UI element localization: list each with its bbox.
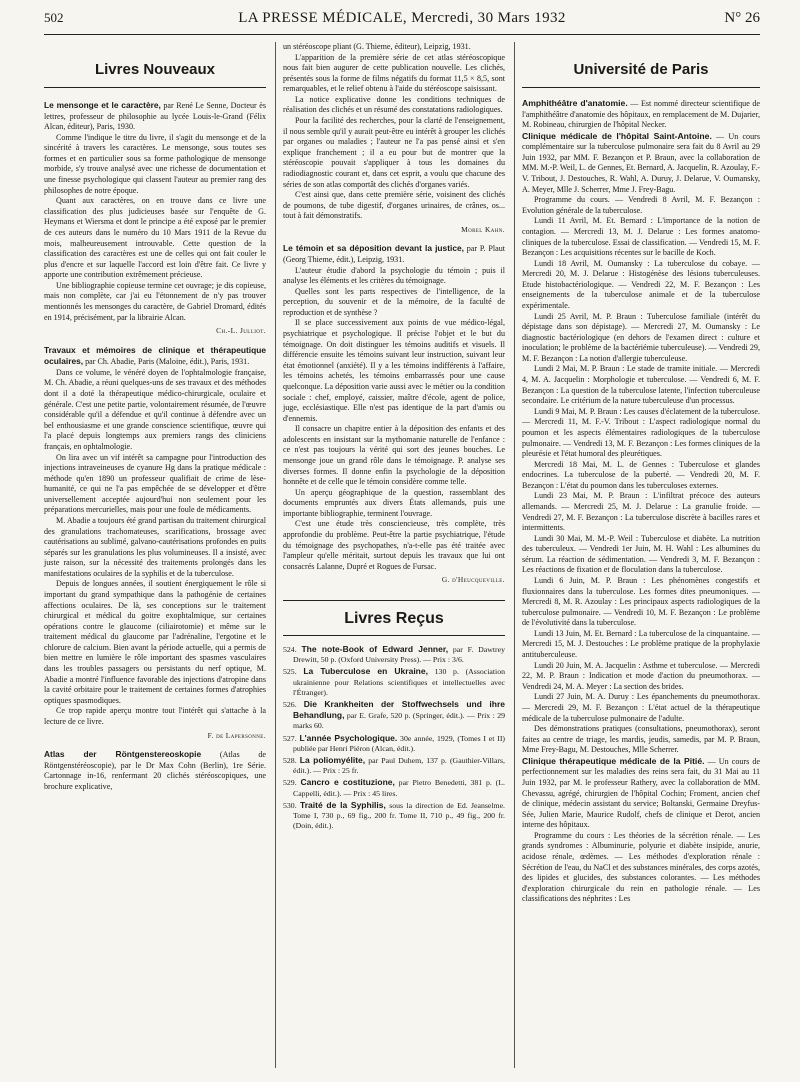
issue-number: N° 26 <box>724 10 760 26</box>
notice-paragraph: Lundi 2 Mai, M. P. Braun : Le stade de tramite initiale. — Mercredi 4, M. A. Jacquelin : Morphologie et tuberculose. — Vendredi 6, M. F. Bezançon : La question de la tuberculose latente, l'infection tuberculeuse secondaire. Le critérium de la nature tuberculeuse d'un processus. <box>522 364 760 406</box>
section-title-universite-de-paris: Université de Paris <box>522 42 760 88</box>
item-number: 530. <box>283 800 297 810</box>
notice-paragraph: Programme du cours. — Vendredi 8 Avril, M. F. Bezançon : Evolution générale de la tuberculose. <box>522 195 760 215</box>
notice-paragraph: Lundi 20 Juin, M. A. Jacquelin : Asthme et tuberculose. — Mercredi 22, M. P. Braun : Indication et mode d'action du pneumothorax. — Vendredi 24, M. A. Meyer : La section des brides. <box>522 660 760 691</box>
notice-paragraph: Lundi 30 Mai, M. M.-P. Weil : Tuberculose et diabète. La nutrition des tuberculeux. — Vendredi 1er Juin, M. H. Wahl : Les albumines du sérum. La réaction de sédimentation. — Vendredi 3, M. F. Bezançon : Les réactions de fixation et de floculation dans la tuberculose. <box>522 533 760 575</box>
item-title: The note-Book of Edward Jenner, <box>301 643 449 654</box>
list-item <box>283 777 505 798</box>
notice-title: Clinique médicale de l'hôpital Saint-Antoine. <box>522 130 712 141</box>
list-item <box>283 733 505 754</box>
notice-paragraph: Mercredi 18 Mai, M. L. de Gennes : Tuberculose et glandes endocrines. La tuberculose de la puberté. — Vendredi 20, M. F. Bezançon : L'état du poumon dans les tuberculoses externes. <box>522 459 760 490</box>
book-meta: par René Le Senne, Docteur ès lettres, professeur de philosophie au lycée Louis-le-Grand (Félix Alcan, éditeur), Paris, 1930. <box>44 101 266 132</box>
notice-title: Clinique thérapeutique médicale de la Pitié. <box>522 755 705 766</box>
notice-paragraph: Lundi 25 Avril, M. P. Braun : Tuberculose familiale (intérêt du dépistage dans son dépistage). — Mercredi 27, M. Oumansky : Le diagnostic bactériologique (en dehors de l'examen direct : culture et inoculation; le problème de la bactériémie tuberculeuse). — Vendredi 29, M. F. Bezançon : La notion d'allergie tuberculeuse. <box>522 311 760 363</box>
list-item <box>283 800 505 832</box>
review-signature: F. de Lapersonne. <box>207 730 266 740</box>
column-divider <box>275 42 276 1068</box>
item-title: Die Krankheiten der Stoffwechsels und ihre Behandlung, <box>293 698 505 721</box>
book-title: Le témoin et sa déposition devant la justice, <box>283 243 464 254</box>
review-heading <box>283 243 505 265</box>
section-title-livres-nouveaux: Livres Nouveaux <box>44 42 266 88</box>
review-paragraph: C'est ainsi que, dans cette première série, voisinent des clichés de poumons, de tube digestif, d'organes urinaires, de crânes, os... tout à fait démonstratifs. <box>283 190 505 221</box>
notice-paragraph: Lundi 23 Mai, M. P. Braun : L'infiltrat précoce des auteurs allemands. — Mercredi 25, M. J. Delarue : La granulie froide. — Vendredi 27, M. F. Bezançon : La tuberculose discrète à bacilles rares et intermittents. <box>522 491 760 533</box>
review-signature: Ch.-L. Julliot. <box>216 326 266 336</box>
review-paragraph: La notice explicative donne les conditions techniques de réalisation des clichés et un résumé des constatations radiologiques. <box>283 94 505 115</box>
notice-paragraph: Lundi 9 Mai, M. P. Braun : Les causes d'éclatement de la tuberculose. — Mercredi 11, M. F.-V. Tribout : L'aspect radiologique normal du poumon et les aspects élémentaires radiologiques de la tuberculose pulmonaire. — Vendredi 13, M. F. Bezançon : Les formes cliniques de la pleurésie et l'état humoral des pleurétiques. <box>522 406 760 459</box>
review-paragraph: On lira avec un vif intérêt sa campagne pour l'introduction des injections intraveineuses de cyanure Hg dans la pratique médicale : méthode qu'en 1890 un professeur qualifiait de crime de lèse-humanité, ce qui ne l'a pas empêchée de se développer et d'être universellement acceptée aujourd'hui non seulement pour les préparations mercurielles, mais pour une foule de médicaments. <box>44 452 266 515</box>
review-paragraph: L'apparition de la première série de cet atlas stéréoscopique nous fait bien augurer de cette publication nouvelle. Les clichés, présentés sous la forme de films négatifs du format 11,5 × 8,5, sont remarquables, et le relief obtenu à l'aide du stéréoscope saisissant. <box>283 52 505 94</box>
received-books-list <box>283 644 505 831</box>
review-heading <box>44 345 266 368</box>
review-heading <box>44 749 266 792</box>
item-details: par Paul Duhem, 137 p. (Gauthier-Villars, édit.). — Prix : 25 fr. <box>293 755 505 776</box>
item-details: par Pietro Benedetti, 381 p. (L. Cappelli, édit.). — Prix : 45 lires. <box>293 778 505 798</box>
item-title: Traité de la Syphilis, <box>300 799 386 810</box>
review-paragraph: Ce trop rapide aperçu montre tout l'intérêt qui s'attache à la lecture de ce livre. <box>44 706 266 726</box>
item-number: 528. <box>283 755 297 765</box>
book-meta: par P. Plaut (Georg Thieme, édit.), Leipzig, 1931. <box>283 244 506 264</box>
review-heading <box>44 100 266 133</box>
notice-paragraph: Lundi 6 Juin, M. P. Braun : Les phénomènes congestifs et fluxionnaires dans la tuberculose. Les formes dites pneumoniques. — Mercredi 8, M. R. Azoulay : Les principaux aspects radiologiques de la tuberculose pulmonaire. — Vendredi 10, M. F. Bezançon : Le problème de l'évolutivité dans la tuberculose. <box>522 576 760 628</box>
column-right <box>522 42 760 905</box>
item-number: 527. <box>283 733 297 743</box>
notice-paragraph <box>522 131 760 195</box>
notice-text: — Est nommé directeur scientifique de l'amphithéâtre d'anatomie des hôpitaux, en remplacement de M. Dujarier, M. Robineau, chirurgien de l'hôpital Necker. <box>522 99 760 130</box>
review-paragraph: Il se place successivement aux points de vue médico-légal, psychiatrique et psychologique. Il précise l'objet et le but du témoignage. On doit distinguer les témoins auditifs et visuels. Il différencie ensuite les témoins suivant leur instruction, suivant leur état émotionnel (anxiété). Il y a les témoins indifférents à l'affaire, les témoins achetés, les témoins embarrassés pour une cause quelconque. La déposition varie aussi avec le métier ou la condition sociale : chef, employé, caissier, maître d'école, agent de police, juge, ecclésiastique. Elle n'est pas identique de la part d'amis ou d'ennemis. <box>283 318 505 423</box>
notice-text: — Un cours complémentaire sur la tuberculose pulmonaire sera fait du 8 Avril au 29 Juin 1932, par MM. F. Bezançon et P. Braun, avec la collaboration de MM. M.-P. Weil, L. de Gennes, Et. Bernard, A. Jacquelin, R. Azoulay, F.-V. Tribout, J. Destouches, R. Wahl, A. Duruy, J. Delarue, V. Oumansky, A. Meyer, Mlle J. Scherrer, Mme J. Frey-Bagu. <box>522 131 760 194</box>
item-title: La poliomyélite, <box>299 754 366 765</box>
list-item <box>283 699 505 732</box>
review-paragraph: Un aperçu géographique de la question, rassemblant des documents empruntés aux divers États allemands, puis une importante bibliographie, terminent l'ouvrage. <box>283 487 505 518</box>
item-title: L'année Psychologique. <box>299 732 398 743</box>
item-details: 130 p. (Association ukrainienne pour Relations scientifiques et intellectuelles avec l'Étranger). <box>293 667 505 697</box>
item-details: sous la direction de Ed. Jeanselme. Tome I, 730 p., 69 fig., 200 fr. Tome II, 710 p., 49 fig., 200 fr. (Doin, édit.). <box>293 800 506 831</box>
notice-title: Amphithéâtre d'anatomie. <box>522 98 628 108</box>
item-title: La Tuberculose en Ukraine, <box>303 666 428 677</box>
notice-paragraph: Lundi 11 Avril, M. Et. Bernard : L'importance de la notion de contagion. — Mercredi 13, M. J. Delarue : Les formes anatomo-cliniques de la tuberculose. Essai de classification. — Vendredi 15, M. F. Bezançon : Les acquisitions récentes sur le bacille de Koch. <box>522 216 760 258</box>
item-details: par E. Grafe, 520 p. (Springer, édit.). — Prix : 29 marks 60. <box>293 711 505 731</box>
masthead-title: LA PRESSE MÉDICALE, Mercredi, 30 Mars 1932 <box>238 10 566 26</box>
book-title: Atlas der Röntgenstereoskopie <box>44 749 202 760</box>
review-paragraph: C'est une étude très consciencieuse, très complète, très approfondie du problème. Peut-être la partie psychiatrique, l'étude du témoignage des psychopathes, n'a-t-elle pas été traitée avec l'ampleur qu'elle méritait, surtout depuis les travaux que lui ont consacrés Lalanne, Dupré et Rogues de Fursac. <box>283 519 505 571</box>
header-rule <box>44 34 760 35</box>
item-number: 524. <box>283 644 297 654</box>
item-number: 525. <box>283 667 297 677</box>
list-item <box>283 755 505 776</box>
book-meta: par Ch. Abadie, Paris (Maloine, édit.), Paris, 1931. <box>83 357 250 367</box>
item-details: par F. Dawtrey Drewitt, 50 p. (Oxford University Press). — Prix : 3/6. <box>293 644 505 665</box>
page-number: 502 <box>44 10 64 25</box>
review-paragraph: Quant aux caractères, on en trouve dans ce livre une classification des plus judicieuses basée sur l'enquête de G. Heymans et Wiersma et dont le principe a été exposé par le premier de ces auteurs dans le numéro du 10 Mars 1911 de la Revue du mois, malheureusement introuvable. Cette question de la classification des caractères est une de celles qui ont fait couler le plus d'encre et sur laquelle l'accord est loin d'être fait. Ce livre y apporte une contribution extrêmement précieuse. <box>44 196 266 280</box>
notice-paragraph <box>522 98 760 131</box>
item-details: 30e année, 1929, (Tomes I et II) publiée par Henri Piéron (Alcan, édit.). <box>293 733 506 753</box>
page-header <box>44 10 760 30</box>
book-title: Le mensonge et le caractère, <box>44 100 161 110</box>
review-signature: Morel Kahn. <box>461 224 505 234</box>
notice-paragraph: Programme du cours : Les théories de la sécrétion rénale. — Les grands syndromes : Albuminurie, polyurie et diabète insipide, anurie, acidose rénale, œdèmes. — Les méthodes d'exploration rénale : Sécrétion de l'eau, du NaCl et des substances minérales, des corps azotés, des lipides et glucides, des substances colorantes. — Les méthodes d'exploration chirurgicale du rein en pathologie rénale. — Les classifications des néphrites : Les <box>522 830 760 904</box>
notice-text: — Un cours de perfectionnement sur les maladies des reins sera fait, du 31 Mai au 11 Juin 1932, par M. le professeur Rathery, avec la collaboration de MM. Chevassu, agrégé, chirurgien de l'hôpital Cochin; Froment, ancien chef de clinique, médecin assistant du service; Boltanski, Germaine Dreyfus-Sée, Julien Marie, Maurice Rudolf, chefs de clinique et Derot, ancien interne des hôpitaux. <box>522 756 761 830</box>
notice-paragraph: Lundi 13 Juin, M. Et. Bernard : La tuberculose de la cinquantaine. — Mercredi 15, M. J. Destouches : Le problème pratique de la prophylaxie antituberculeuse. <box>522 628 760 660</box>
review-paragraph: Dans ce volume, le vénéré doyen de l'ophtalmologie française, M. Ch. Abadie, a réuni quelques-uns de ses travaux et des méthodes dont il a doté la thérapeutique médico-chirurgicale, oculaire et générale. C'est une petite partie, volontairement résumée, de l'œuvre considérable qu'il a défendue et qu'il continue à défendre avec un bel enthousiasme et une grande conscience scientifique, œuvre qui l'a placé depuis longtemps aux premiers rangs des cliniciens français, en ophtalmologie. <box>44 367 266 451</box>
book-title: Travaux et mémoires de clinique et thérapeutique oculaires, <box>44 344 266 367</box>
review-paragraph: Depuis de longues années, il soutient énergiquement le rôle si important du grand sympathique dans la pathogénie de certaines affections oculaires. De là, ses conceptions sur le traitement chirurgical et médical du goitre exophtalmique, sur certaines opérations contre le glaucome (ciliairotomie) et même sur le traitement médical du glaucome par l'adrénaline, l'ergotine et le chlorure de calcium. Bien avant la période actuelle, qui a permis de bien mettre en lumière le rôle important des spasmes vasculaires dans les troubles passagers ou persistants du nerf optique, M. Abadie a montré l'influence favorable des injections d'atropine dans la cavité orbitaire pour le traitement de certaines formes d'atrophies optiques spasmodiques. <box>44 579 266 705</box>
review-paragraph: Comme l'indique le titre du livre, il s'agit du mensonge et de la sincérité à travers les caractères. Le mensonge, sous toutes ses formes et en particulier sous sa forme pathologique de mensonge morbide, s'y trouve analysé avec une richesse de documentation et une finesse psychologique qui classent l'auteur au premier rang des philosophes de notre époque. <box>44 132 266 195</box>
review-paragraph: Quelles sont les parts respectives de l'intelligence, de la perception, du souvenir et de la mémoire, de la faculté de reproduction et de synthèse ? <box>283 286 505 317</box>
review-paragraph: Une bibliographie copieuse termine cet ouvrage; je dis copieuse, mais non complète, car j'ai eu l'étonnement de n'y pas trouver mentionnés les mensonges du caractère, de Gabriel Dromard, édités en 1914, précisément, par la librairie Alcan. <box>44 280 266 322</box>
item-number: 529. <box>283 778 297 788</box>
book-meta: (Atlas de Röntgenstéréoscopie), par le Dr Max Cohn (Berlin), 1re Série. Cartonnage in-16, renfermant 20 clichés stéréoscopiques, une brochure explicative, <box>44 750 267 791</box>
review-paragraph: M. Abadie a toujours été grand partisan du traitement chirurgical des granulations trachomateuses, scarifications, brossage avec cautérisations au sublimé, galvano-cautérisations profondes en puits séparés sur les granulations les plus volumineuses. Il a insisté, avec juste raison, sur la nécessité des traitements prolongés dans les manifestations oculaires de la syphilis et de la tuberculose. <box>44 515 266 578</box>
review-paragraph: L'auteur étudie d'abord la psychologie du témoin ; puis il analyse les éléments et les critères du témoignage. <box>283 265 505 286</box>
review-paragraph: Pour la facilité des recherches, pour la clarté de l'enseignement, il nous semble qu'il y aurait peut-être eu intérêt à grouper les clichés par organes ou maladies ; l'auteur ne l'a pas pensé ainsi et s'en explique franchement ; il a eu pour but de montrer que la stéréoscopie pouvait s'appliquer à tous les domaines du radiodiagnostic courant et, dans cet esprit, a voulu que chacune des séries de son atlas comportât des clichés d'organes variés. <box>283 116 505 189</box>
column-middle <box>283 42 505 832</box>
list-item <box>283 666 505 698</box>
review-paragraph: un stéréoscope pliant (G. Thieme, éditeur), Leipzig, 1931. <box>283 42 471 51</box>
list-item <box>283 644 505 665</box>
review-paragraph: Il consacre un chapitre entier à la déposition des enfants et des adolescents en insistant sur la mythomanie naturelle de l'enfance : ce n'est pas toujours la vérité qui sort des jeunes bouches. Le mensonge joue un grand rôle dans le témoignage. P. analyse ses diverses formes. Il donne enfin la psychologie de la déposition honnête et de celle que le témoin considère comme telle. <box>283 424 505 487</box>
column-divider <box>514 42 515 1068</box>
item-number: 526. <box>283 699 297 709</box>
notice-paragraph: Lundi 18 Avril, M. Oumansky : La tuberculose du cobaye. — Mercredi 20, M. J. Delarue : Histogénèse des lésions tuberculeuses. Etude histobactériologique. — Vendredi 22, M. F. Bezançon : Les enseignements de la tuberculose animale et de la tuberculose expérimentale. <box>522 258 760 310</box>
notice-paragraph: Des démonstrations pratiques (consultations, pneumothorax), seront faites au centre de triage, les mardis, jeudis, samedis, par M. P. Braun, Mme Frey-Bagu, M. Destouches, Mlle Scherrer. <box>522 724 760 755</box>
notice-paragraph <box>522 756 760 831</box>
column-left <box>44 42 266 792</box>
section-title-livres-recus: Livres Reçus <box>283 600 505 636</box>
item-title: Cancro e costituzione, <box>300 777 395 788</box>
notice-paragraph: Lundi 27 Juin, M. A. Duruy : Les épanchements du pneumothorax. — Mercredi 29, M. F. Bezançon : L'état actuel de la thérapeutique médicale de la tuberculose pulmonaire de l'adulte. <box>522 692 760 723</box>
review-signature: G. d'Heucqueville. <box>441 575 505 585</box>
